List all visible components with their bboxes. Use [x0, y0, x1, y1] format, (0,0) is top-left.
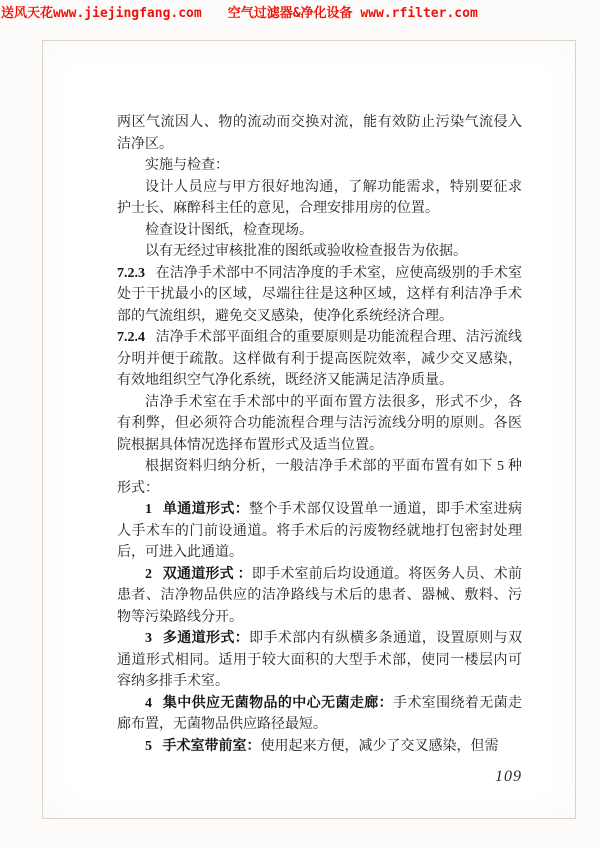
paragraph-text: 即手术部内有纵横多条通道，设置原则与双通道形式相同。适用于较大面积的大型手术部，使同一楼层内可容纳多排手术室。 — [117, 631, 523, 689]
paragraph-text: 整个手术部仅设置单一通道，即手术室进病人手术车的门前设通道。将手术后的污废物经就地打包密封处理后，可进入此通道。 — [117, 502, 523, 560]
list-item-paragraph — [117, 693, 522, 736]
paragraph-text: 根据资料归纳分析，一般洁净手术部的平面布置有如下 5 种形式： — [117, 459, 522, 496]
section-number: 7.2.4 — [117, 330, 145, 345]
list-item-paragraph — [117, 736, 522, 758]
paragraph-text: 以有无经过审核批准的图纸或验收检查报告为依据。 — [145, 244, 467, 259]
section-number: 7.2.3 — [117, 265, 145, 281]
paragraph-text: 两区气流因人、物的流动而交换对流，能有效防止污染气流侵入洁净区。 — [117, 115, 522, 152]
list-item-paragraph — [117, 628, 522, 693]
body-paragraph — [117, 241, 522, 263]
paragraph-text: 洁净手术室在手术部中的平面布置方法很多，形式不少，各有利弊，但必须符合功能流程合理与洁污流线分明的原则。各医院根据具体情况选择布置形式及适当位置。 — [117, 394, 522, 453]
paragraph-text: 设计人员应与甲方很好地沟通，了解功能需求，特别要征求护士长、麻醉科主任的意见，合理安排用房的位置。 — [117, 179, 522, 216]
watermark-left-url: 送风天花www.jiejingfang.com — [1, 6, 202, 21]
paragraph-text: 手术室围绕着无菌走廊布置，无菌物品供应路径最短。 — [117, 695, 523, 732]
paragraph-text: 即手术室前后均设通道。将医务人员、术前患者、洁净物品供应的洁净路线与术后的患者、器械、敷料、污物等污染路线分开。 — [117, 566, 523, 625]
list-item-paragraph — [117, 499, 522, 564]
section-paragraph — [117, 263, 522, 328]
item-number: 4 — [145, 695, 152, 711]
paragraph-text: 在洁净手术部中不同洁净度的手术室，应使高级别的手术室处于干扰最小的区域，尽端往往是这种区域，这样有利洁净手术部的气流组织，避免交叉感染，使净化系统经济合理。 — [117, 265, 522, 324]
item-number: 3 — [145, 631, 152, 646]
item-title: 双通道形式 ： — [162, 566, 252, 582]
list-item-paragraph — [117, 564, 522, 629]
body-paragraph — [117, 112, 522, 155]
body-paragraph — [117, 177, 522, 220]
item-title: 集中供应无菌物品的中心无菌走廊： — [162, 695, 393, 711]
body-paragraph — [117, 220, 522, 242]
watermark-header — [1, 2, 478, 21]
item-title: 手术室带前室： — [162, 738, 261, 754]
item-number: 1 — [145, 502, 152, 517]
paragraph-text: 使用起来方便，减少了交叉感染，但需 — [260, 738, 499, 754]
section-paragraph — [117, 327, 522, 392]
item-title: 多通道形式： — [162, 631, 250, 646]
item-number: 5 — [145, 738, 152, 754]
paragraph-text: 检查设计图纸，检查现场。 — [145, 222, 313, 238]
body-paragraph — [117, 392, 522, 457]
body-paragraph — [117, 456, 522, 499]
item-title: 单通道形式： — [162, 502, 250, 517]
page-number: 109 — [495, 768, 522, 785]
paragraph-text: 实施与检查： — [145, 158, 229, 173]
body-paragraph — [117, 155, 522, 177]
body-text-column — [117, 112, 522, 788]
paragraph-text: 洁净手术部平面组合的重要原则是功能流程合理、洁污流线分明并便于疏散。这样做有利于提高医院效率，减少交叉感染，有效地组织空气净化系统，既经济又能满足洁净质量。 — [117, 330, 522, 388]
watermark-right-url: 空气过滤器&净化设备 www.rfilter.com — [227, 6, 478, 21]
page-border — [42, 40, 576, 819]
item-number: 2 — [145, 566, 152, 582]
